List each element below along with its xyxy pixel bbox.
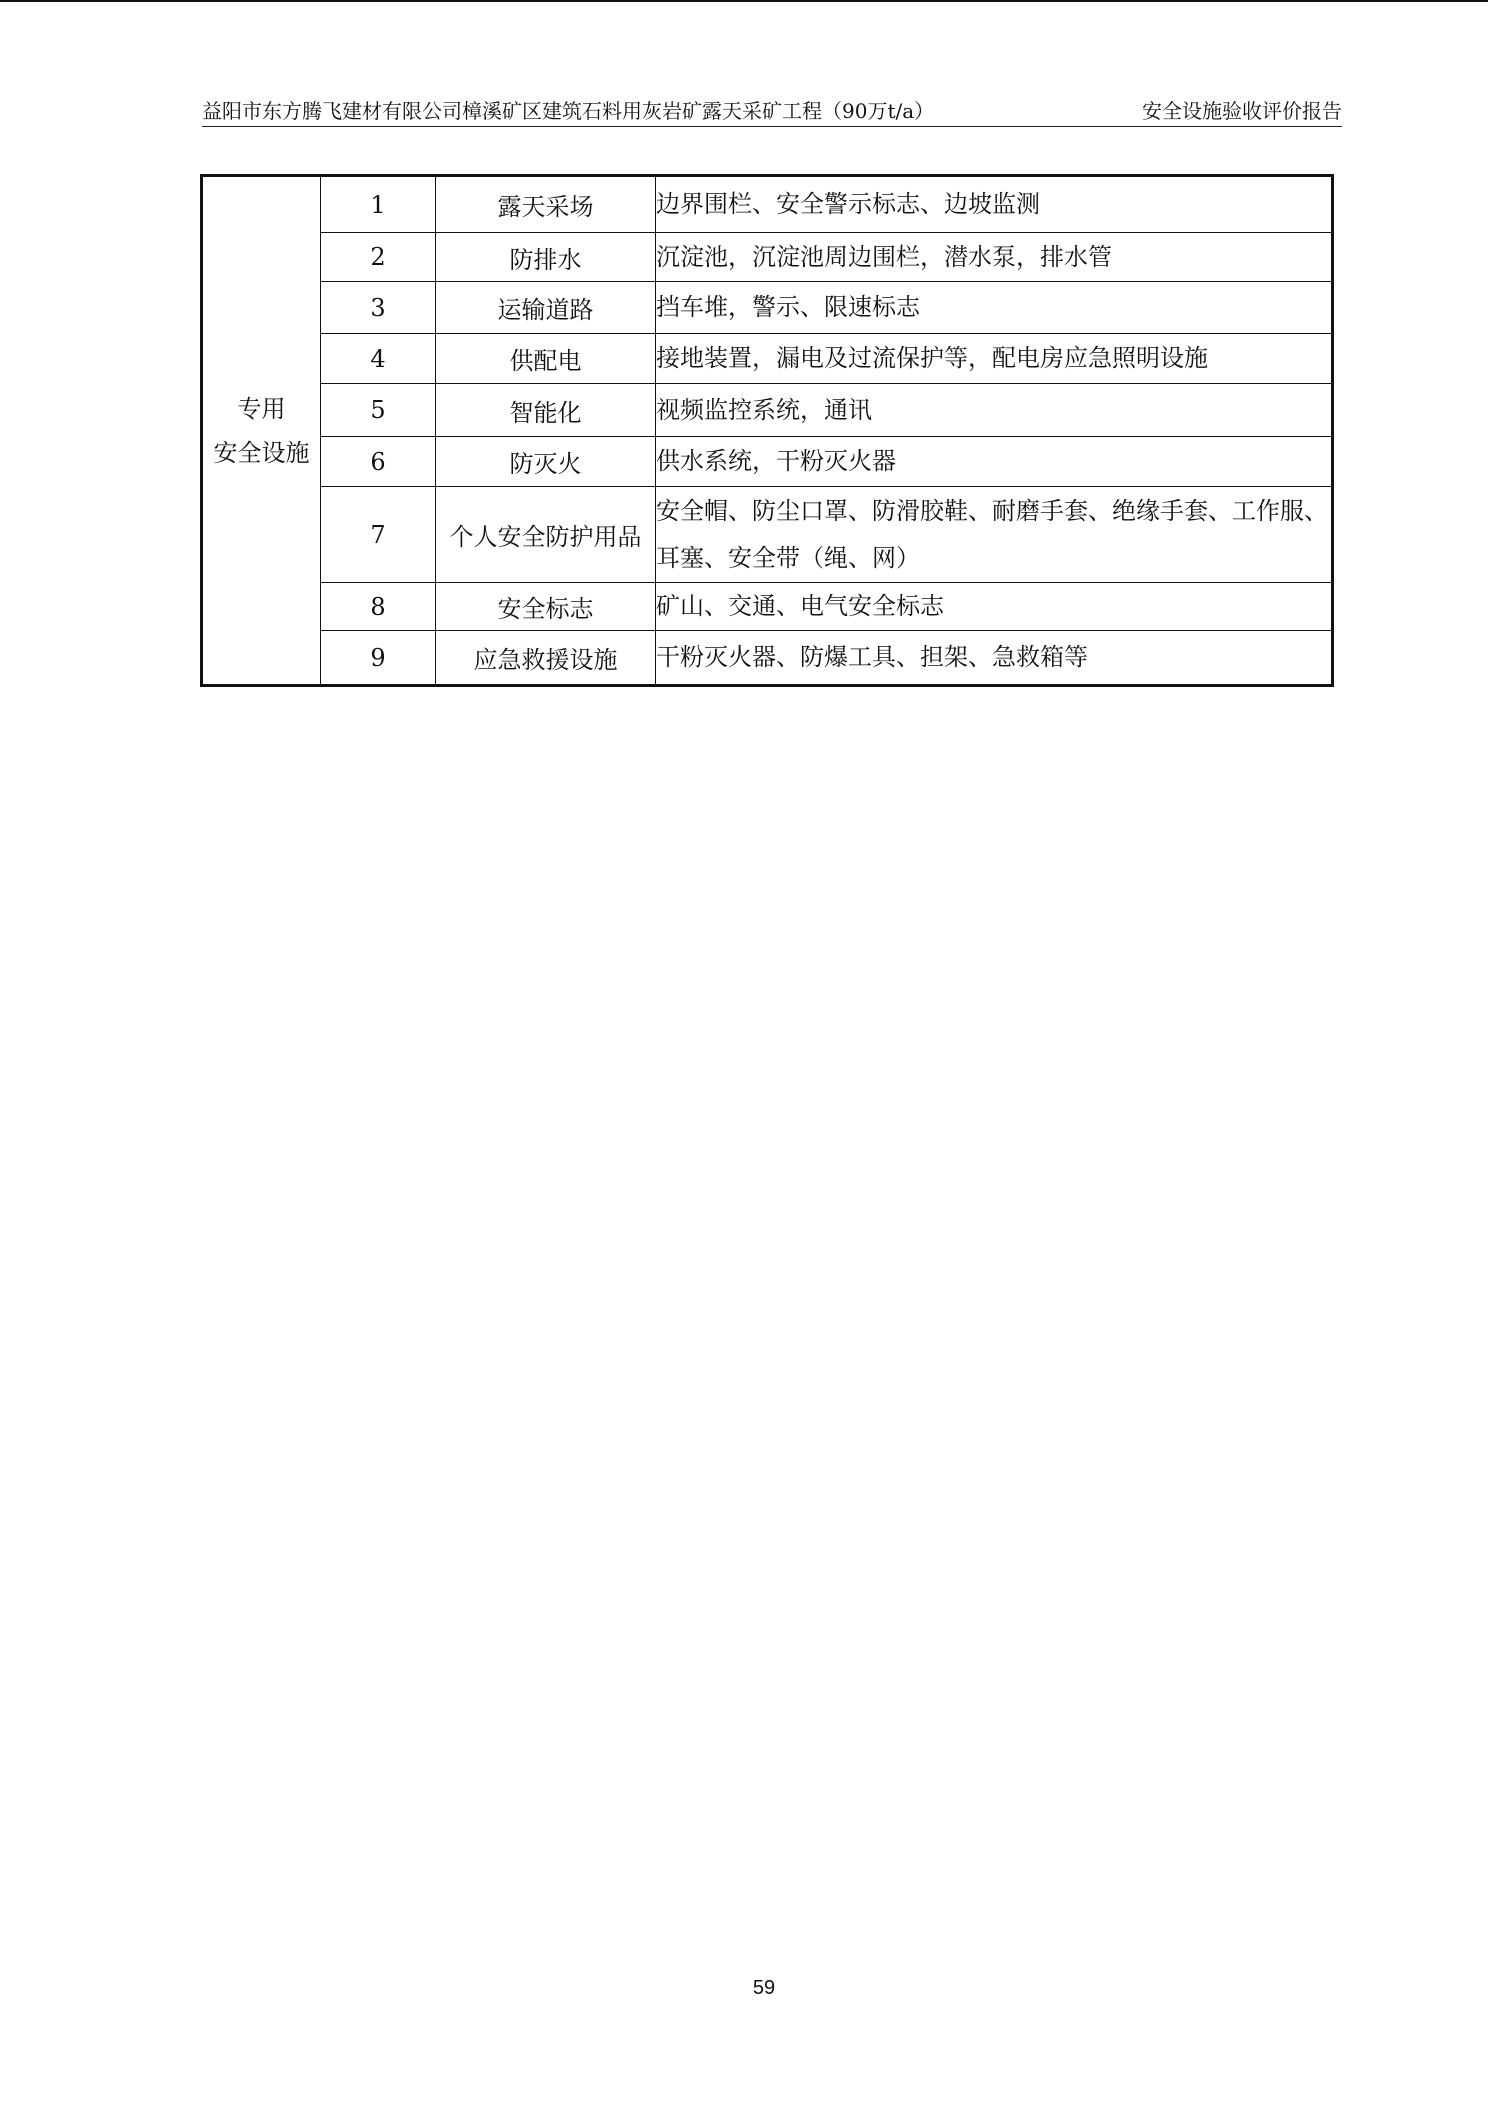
table-row xyxy=(202,437,1333,487)
category-label-line2: 安全设施 xyxy=(213,438,310,467)
facility-content: 挡车堆，警示、限速标志 xyxy=(656,282,1333,334)
facility-name: 安全标志 xyxy=(436,583,656,631)
facility-content: 沉淀池，沉淀池周边围栏，潜水泵，排水管 xyxy=(656,233,1333,282)
facility-name: 运输道路 xyxy=(436,282,656,334)
facility-name: 供配电 xyxy=(436,334,656,384)
facility-content: 干粉灭火器、防爆工具、担架、急救箱等 xyxy=(656,631,1333,686)
facility-name: 个人安全防护用品 xyxy=(436,487,656,583)
facility-content: 供水系统，干粉灭火器 xyxy=(656,437,1333,487)
category-label-line1: 专用 xyxy=(237,394,286,423)
page-header xyxy=(202,98,1342,127)
table-row xyxy=(202,282,1333,334)
table-row xyxy=(202,487,1333,583)
facility-content: 矿山、交通、电气安全标志 xyxy=(656,583,1333,631)
category-cell xyxy=(202,176,321,686)
table-row xyxy=(202,631,1333,686)
facility-name: 智能化 xyxy=(436,384,656,437)
row-number: 3 xyxy=(321,282,436,334)
row-number: 6 xyxy=(321,437,436,487)
header-report-title: 安全设施验收评价报告 xyxy=(1142,99,1342,123)
facility-content: 视频监控系统，通讯 xyxy=(656,384,1333,437)
row-number: 4 xyxy=(321,334,436,384)
row-number: 2 xyxy=(321,233,436,282)
row-number: 8 xyxy=(321,583,436,631)
facility-name: 防灭火 xyxy=(436,437,656,487)
facility-name: 防排水 xyxy=(436,233,656,282)
facility-content: 接地装置，漏电及过流保护等，配电房应急照明设施 xyxy=(656,334,1333,384)
facility-name: 应急救援设施 xyxy=(436,631,656,686)
top-border-line xyxy=(0,0,1488,2)
header-project-title: 益阳市东方腾飞建材有限公司樟溪矿区建筑石料用灰岩矿露天采矿工程（90万t/a） xyxy=(202,99,935,123)
safety-facilities-table xyxy=(200,174,1334,687)
row-number: 5 xyxy=(321,384,436,437)
row-number: 1 xyxy=(321,176,436,233)
table-row xyxy=(202,583,1333,631)
table-row xyxy=(202,233,1333,282)
facility-content: 边界围栏、安全警示标志、边坡监测 xyxy=(656,176,1333,233)
row-number: 7 xyxy=(321,487,436,583)
table-row xyxy=(202,176,1333,233)
facility-name: 露天采场 xyxy=(436,176,656,233)
table-row xyxy=(202,334,1333,384)
row-number: 9 xyxy=(321,631,436,686)
facility-content: 安全帽、防尘口罩、防滑胶鞋、耐磨手套、绝缘手套、工作服、耳塞、安全带（绳、网） xyxy=(656,487,1333,583)
page-number: 59 xyxy=(752,1977,776,1999)
table-row xyxy=(202,384,1333,437)
